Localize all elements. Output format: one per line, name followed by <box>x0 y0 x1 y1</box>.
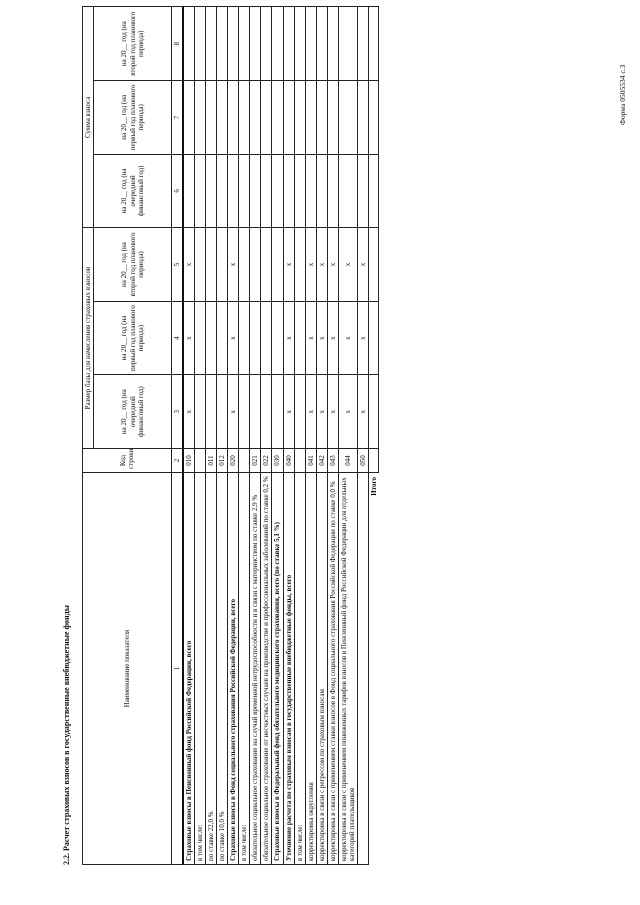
base-value-cell <box>272 228 283 302</box>
base-value-cell <box>261 301 272 375</box>
row-code: 020 <box>228 449 239 473</box>
sum-value-cell <box>327 81 338 155</box>
sum-value-cell <box>305 7 316 81</box>
base-value-cell <box>217 228 228 302</box>
col-number: 4 <box>172 301 184 375</box>
sum-value-cell <box>283 81 294 155</box>
table-row <box>327 7 338 865</box>
column-number-row <box>172 7 184 865</box>
base-value-cell: x <box>338 301 357 375</box>
sum-value-cell <box>183 81 195 155</box>
header-sum-second-plan-year: на 20__ год (на второй год планового периода) <box>94 7 172 81</box>
base-value-cell: x <box>283 301 294 375</box>
row-code: 044 <box>338 449 357 473</box>
table-row <box>272 7 283 865</box>
header-base-current-year: на 20__ год (на очередной финансовый год) <box>94 375 172 449</box>
sum-value-cell <box>195 81 206 155</box>
row-code: 011 <box>206 449 217 473</box>
row-code: 010 <box>183 449 195 473</box>
base-value-cell: x <box>338 375 357 449</box>
base-value-cell <box>272 375 283 449</box>
base-value-cell: x <box>327 228 338 302</box>
row-indicator-name: в том числе: <box>239 473 250 865</box>
base-value-cell <box>294 301 305 375</box>
row-indicator-name: по ставке 10,0 % <box>217 473 228 865</box>
table-row <box>261 7 272 865</box>
base-value-cell <box>261 228 272 302</box>
base-value-cell <box>250 301 261 375</box>
sum-value-cell <box>357 154 368 228</box>
base-value-cell <box>195 375 206 449</box>
row-indicator-name: в том числе: <box>294 473 305 865</box>
sum-value-cell <box>195 7 206 81</box>
sum-value-cell <box>195 154 206 228</box>
col-number: 6 <box>172 154 184 228</box>
sum-value-cell <box>239 7 250 81</box>
base-value-cell <box>195 301 206 375</box>
base-value-cell <box>206 301 217 375</box>
sum-value-cell <box>283 7 294 81</box>
sum-value-cell <box>272 7 283 81</box>
base-value-cell <box>294 228 305 302</box>
row-indicator-name: корректировка в связи с применением ставки взносов в Фонд социального страхования Российской Федерации по ставке 0,0 % <box>327 473 338 865</box>
base-value-cell: x <box>305 228 316 302</box>
base-value-cell <box>261 375 272 449</box>
header-sum-current-year: на 20__ год (на очередной финансовый год) <box>94 154 172 228</box>
table-row <box>357 7 368 865</box>
base-value-cell: x <box>316 375 327 449</box>
sum-value-cell <box>316 154 327 228</box>
contribution-table-wrapper <box>82 7 379 865</box>
col-number: 7 <box>172 81 184 155</box>
sum-value-cell <box>327 154 338 228</box>
table-row <box>316 7 327 865</box>
sum-value-cell <box>305 154 316 228</box>
sum-value-cell <box>217 154 228 228</box>
sum-value-cell <box>338 7 357 81</box>
sum-value-cell <box>250 81 261 155</box>
sum-value-cell <box>228 154 239 228</box>
sum-value-cell <box>239 154 250 228</box>
row-indicator-name: корректировка округления <box>305 473 316 865</box>
base-value-cell: x <box>183 375 195 449</box>
table-row <box>195 7 206 865</box>
sum-value-cell <box>261 81 272 155</box>
table-row <box>217 7 228 865</box>
row-code: 012 <box>217 449 228 473</box>
sum-value-cell <box>305 81 316 155</box>
sum-value-cell <box>217 7 228 81</box>
header-sum-group: Сумма взноса <box>83 7 94 228</box>
total-cell <box>368 7 379 81</box>
row-code <box>294 449 305 473</box>
header-base-group: Размер базы для начисления страховых взносов <box>83 228 94 449</box>
sum-value-cell <box>250 7 261 81</box>
table-row <box>239 7 250 865</box>
sum-value-cell <box>294 81 305 155</box>
row-code: 022 <box>261 449 272 473</box>
total-row <box>368 7 379 865</box>
row-code: 042 <box>316 449 327 473</box>
row-indicator-name: Страховые взносы в Пенсионный фонд Российской Федерации, всего <box>183 473 195 865</box>
row-code: 041 <box>305 449 316 473</box>
base-value-cell: x <box>357 228 368 302</box>
sum-value-cell <box>294 7 305 81</box>
section-title: 2.2. Расчет страховых взносов в государственные внебюджетные фонды <box>62 605 71 865</box>
sum-value-cell <box>327 7 338 81</box>
sum-value-cell <box>206 154 217 228</box>
header-indicator: Наименование показателя <box>83 473 172 865</box>
total-cell <box>368 154 379 228</box>
base-value-cell: x <box>283 228 294 302</box>
base-value-cell: x <box>283 375 294 449</box>
row-indicator-name: корректировка в связи с применением пониженных тарифов взносов в Пенсионный фонд Российской Федерации для отдельных категорий плательщиков <box>338 473 357 865</box>
form-code-label: Форма 0505534 с.3 <box>618 64 627 125</box>
base-value-cell <box>239 301 250 375</box>
row-code: 050 <box>357 449 368 473</box>
col-number: 8 <box>172 7 184 81</box>
header-base-second-plan-year: на 20__ год (на второй год планового периода) <box>94 228 172 302</box>
col-number: 5 <box>172 228 184 302</box>
sum-value-cell <box>294 154 305 228</box>
total-cell <box>368 228 379 302</box>
total-cell <box>368 301 379 375</box>
sum-value-cell <box>261 7 272 81</box>
row-indicator-name: корректировка в связи с регрессом по страховым взносам <box>316 473 327 865</box>
base-value-cell: x <box>183 301 195 375</box>
col-number: 2 <box>172 449 184 473</box>
row-indicator-name: в том числе: <box>195 473 206 865</box>
row-indicator-name: по ставке 22,0 % <box>206 473 217 865</box>
row-indicator-name: обязательное социальное страхование от несчастных случаев на производстве и профессиональных заболеваний по ставке 0,2 % <box>261 473 272 865</box>
table-row <box>283 7 294 865</box>
header-code: Код строки <box>83 449 172 473</box>
row-indicator-name <box>357 473 368 865</box>
sum-value-cell <box>357 7 368 81</box>
base-value-cell: x <box>228 375 239 449</box>
sum-value-cell <box>272 154 283 228</box>
row-code: 021 <box>250 449 261 473</box>
col-number: 1 <box>172 473 184 865</box>
row-code: 043 <box>327 449 338 473</box>
base-value-cell: x <box>305 301 316 375</box>
base-value-cell <box>217 375 228 449</box>
sum-value-cell <box>338 81 357 155</box>
base-value-cell: x <box>228 301 239 375</box>
base-value-cell: x <box>305 375 316 449</box>
sum-value-cell <box>338 154 357 228</box>
row-indicator-name: Уточнение расчета по страховым взносам в государственные внебюджетные фонды, всего <box>283 473 294 865</box>
base-value-cell: x <box>338 228 357 302</box>
row-indicator-name: Страховые взносы в Федеральный фонд обязательного медицинского страхования, всего (по ставке 5,1 %) <box>272 473 283 865</box>
total-code-cell <box>368 449 379 473</box>
base-value-cell: x <box>357 375 368 449</box>
table-row <box>294 7 305 865</box>
base-value-cell: x <box>183 228 195 302</box>
sum-value-cell <box>316 81 327 155</box>
base-value-cell: x <box>327 301 338 375</box>
base-value-cell <box>294 375 305 449</box>
base-value-cell <box>195 228 206 302</box>
total-cell <box>368 375 379 449</box>
sum-value-cell <box>239 81 250 155</box>
base-value-cell: x <box>357 301 368 375</box>
row-code <box>239 449 250 473</box>
base-value-cell <box>217 301 228 375</box>
sum-value-cell <box>228 7 239 81</box>
base-value-cell <box>206 375 217 449</box>
sum-value-cell <box>357 81 368 155</box>
total-label: Итого <box>369 477 378 496</box>
sum-value-cell <box>217 81 228 155</box>
base-value-cell: x <box>228 228 239 302</box>
sum-value-cell <box>206 81 217 155</box>
table-row <box>206 7 217 865</box>
base-value-cell: x <box>316 301 327 375</box>
table-row <box>305 7 316 865</box>
sum-value-cell <box>228 81 239 155</box>
base-value-cell <box>239 375 250 449</box>
sum-value-cell <box>183 154 195 228</box>
row-code: 040 <box>283 449 294 473</box>
sum-value-cell <box>316 7 327 81</box>
row-indicator-name: обязательное социальное страхование на случай временной нетрудоспособности и в связи с материнством по ставке 2,9 % <box>250 473 261 865</box>
col-number: 3 <box>172 375 184 449</box>
sum-value-cell <box>261 154 272 228</box>
table-row <box>183 7 195 865</box>
base-value-cell <box>272 301 283 375</box>
sum-value-cell <box>272 81 283 155</box>
base-value-cell <box>239 228 250 302</box>
row-code <box>195 449 206 473</box>
total-cell <box>368 81 379 155</box>
base-value-cell <box>250 375 261 449</box>
sum-value-cell <box>283 154 294 228</box>
sum-value-cell <box>183 7 195 81</box>
base-value-cell: x <box>316 228 327 302</box>
table-row <box>228 7 239 865</box>
header-base-first-plan-year: на 20__ год (на первый год планового периода) <box>94 301 172 375</box>
table-row <box>250 7 261 865</box>
header-sum-first-plan-year: на 20__ год (на первый год планового периода) <box>94 81 172 155</box>
row-indicator-name: Страховые взносы в Фонд социального страхования Российской Федерации, всего <box>228 473 239 865</box>
sum-value-cell <box>250 154 261 228</box>
row-code: 030 <box>272 449 283 473</box>
base-value-cell: x <box>327 375 338 449</box>
base-value-cell <box>250 228 261 302</box>
table-row <box>338 7 357 865</box>
contributions-table <box>82 6 379 865</box>
sum-value-cell <box>206 7 217 81</box>
base-value-cell <box>206 228 217 302</box>
